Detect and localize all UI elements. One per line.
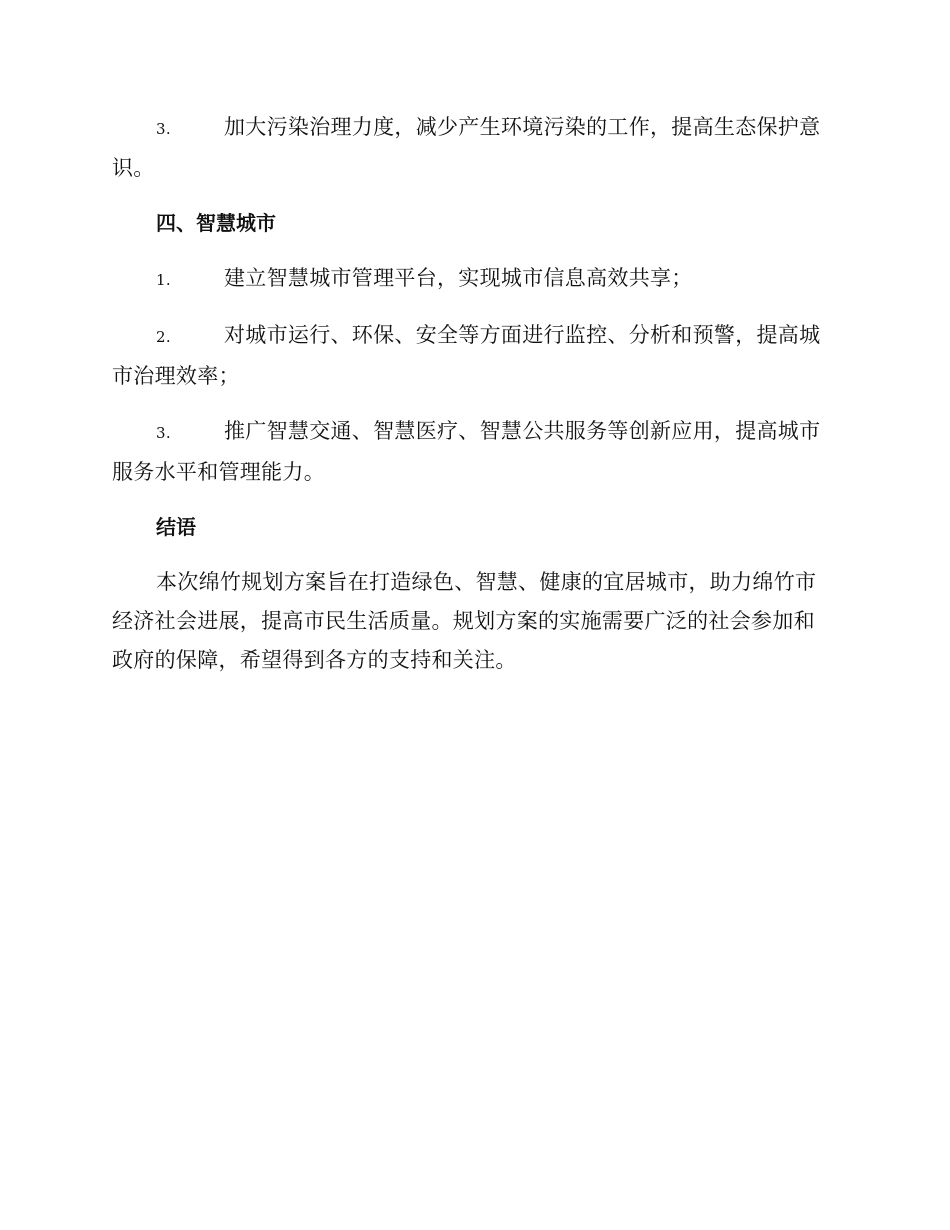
list-item-text: 推广智慧交通、智慧医疗、智慧公共服务等创新应用，提高城市服务水平和管理能力。 — [112, 419, 821, 484]
list-item-number: 3. — [156, 424, 171, 442]
conclusion-paragraph: 本次绵竹规划方案旨在打造绿色、智慧、健康的宜居城市，助力绵竹市经济社会进展，提高市民生活质量。规划方案的实施需要广泛的社会参加和政府的保障，希望得到各方的支持和关注。 — [112, 570, 817, 672]
section-heading: 四、智慧城市 — [156, 211, 276, 235]
list-item — [112, 108, 836, 188]
list-item-number: 3. — [156, 120, 171, 138]
list-item-text: 建立智慧城市管理平台，实现城市信息高效共享； — [224, 266, 693, 290]
list-item-number: 2. — [156, 328, 171, 346]
conclusion-heading: 结语 — [156, 515, 196, 539]
list-item — [112, 412, 836, 492]
document-page — [112, 108, 836, 696]
list-item — [112, 259, 836, 300]
list-item-text: 对城市运行、环保、安全等方面进行监控、分析和预警，提高城市治理效率； — [112, 323, 821, 388]
list-item — [112, 316, 836, 396]
list-item-text: 加大污染治理力度，减少产生环境污染的工作，提高生态保护意识。 — [112, 115, 821, 180]
list-item-number: 1. — [156, 271, 171, 289]
